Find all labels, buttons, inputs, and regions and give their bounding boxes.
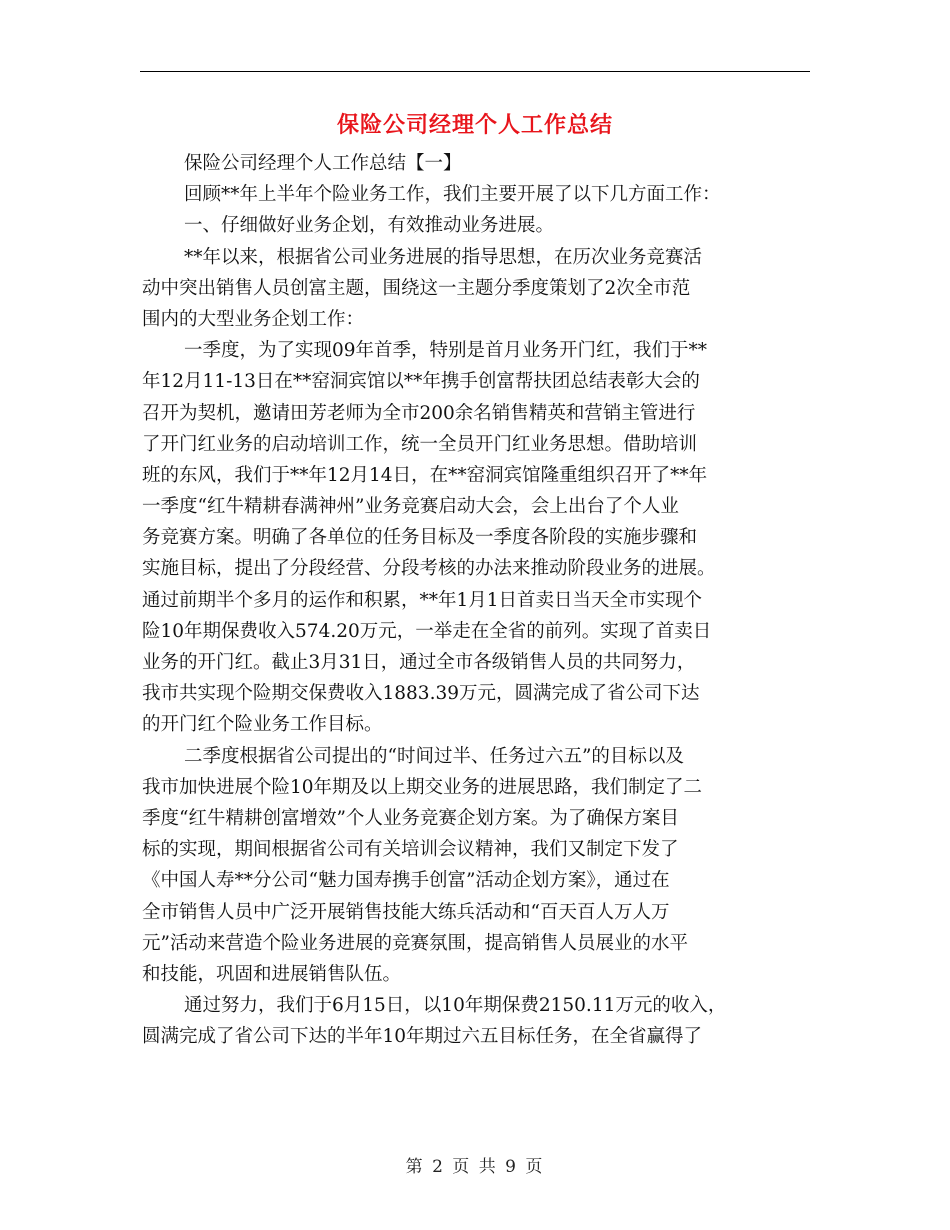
text-line: 季度“红牛精耕创富增效”个人业务竞赛企划方案。为了确保方案目 (142, 807, 679, 829)
text-line: 全市销售人员中广泛开展销售技能大练兵活动和“百天百人万人万 (142, 901, 670, 923)
header-rule (140, 71, 810, 72)
text-line: 年12月11-13日在**窑洞宾馆以**年携手创富帮扶团总结表彰大会的 (142, 371, 700, 393)
page-number: 第 2 页 共 9 页 (405, 1157, 545, 1177)
text-line: 我市加快进展个险10年期及以上期交业务的进展思路，我们制定了二 (142, 776, 703, 798)
text-line: 一季度“红牛精耕春满神州”业务竞赛启动大会，会上出台了个人业 (142, 496, 679, 518)
text-line: 通过努力，我们于6月15日，以10年期保费2150.11万元的收入， (184, 995, 727, 1017)
text-line: **年以来，根据省公司业务进展的指导思想，在历次业务竞赛活 (184, 246, 703, 268)
document-body (142, 148, 822, 1052)
text-line: 《中国人寿**分公司“魅力国寿携手创富”活动企划方案》，通过在 (142, 870, 670, 892)
text-line: 保险公司经理个人工作总结【一】 (184, 153, 462, 174)
text-line: 二季度根据省公司提出的“时间过半、任务过六五”的目标以及 (184, 745, 684, 767)
text-line: 我市共实现个险期交保费收入1883.39万元，圆满完成了省公司下达 (142, 683, 700, 705)
text-line: 和技能，巩固和进展销售队伍。 (142, 963, 402, 985)
text-line: 召开为契机，邀请田芳老师为全市200余名销售精英和营销主管进行 (142, 402, 696, 424)
text-line: 班的东风，我们于**年12月14日，在**窑洞宾馆隆重组织召开了**年 (142, 464, 708, 486)
text-line: 险10年期保费收入574.20万元，一举走在全省的前列。实现了首卖日 (142, 620, 712, 642)
document-title: 保险公司经理个人工作总结 (336, 112, 613, 138)
text-line: 动中突出销售人员创富主题，围绕这一主题分季度策划了2次全市范 (142, 277, 691, 299)
text-line: 实施目标，提出了分段经营、分段考核的办法来推动阶段业务的进展。 (142, 558, 716, 580)
text-line: 通过前期半个多月的运作和积累，**年1月1日首卖日当天全市实现个 (142, 589, 703, 611)
text-line: 回顾**年上半年个险业务工作，我们主要开展了以下几方面工作： (184, 184, 721, 206)
text-line: 了开门红业务的启动培训工作，统一全员开门红业务思想。借助培训 (142, 433, 698, 455)
text-line: 务竞赛方案。明确了各单位的任务目标及一季度各阶段的实施步骤和 (142, 527, 698, 549)
text-line: 圆满完成了省公司下达的半年10年期过六五目标任务，在全省赢得了 (142, 1026, 703, 1048)
text-line: 的开门红个险业务工作目标。 (142, 714, 383, 736)
text-line: 元”活动来营造个险业务进展的竞赛氛围，提高销售人员展业的水平 (142, 932, 688, 954)
text-line: 一、仔细做好业务企划，有效推动业务进展。 (184, 215, 555, 237)
text-line: 一季度，为了实现09年首季，特别是首月业务开门红，我们于** (184, 340, 708, 362)
text-line: 标的实现，期间根据省公司有关培训会议精神，我们又制定下发了 (142, 839, 679, 861)
text-line: 业务的开门红。截止3月31日，通过全市各级销售人员的共同努力， (142, 652, 696, 673)
text-line: 围内的大型业务企划工作： (142, 308, 365, 330)
